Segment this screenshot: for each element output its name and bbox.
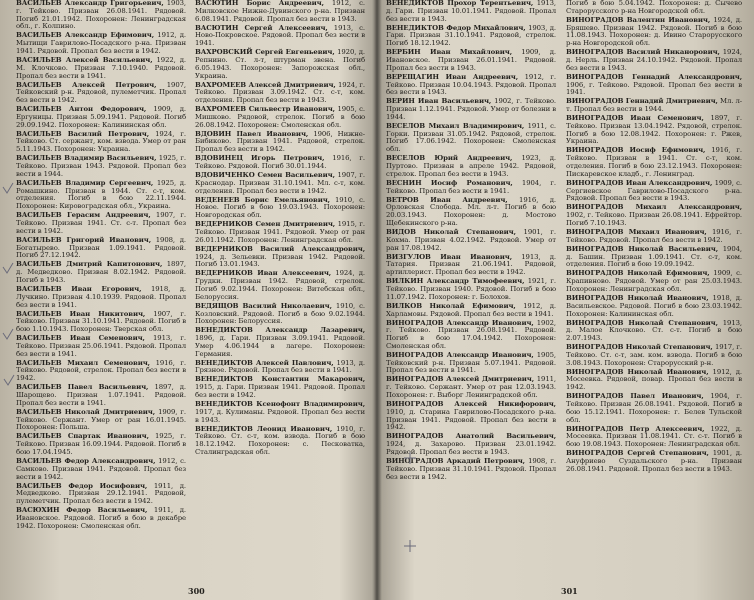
entry-details: 1907, г. Краснодар. Призван 31.10.1941. Мл. с-т, ком. отделения. Пропал без вести в 1942. (195, 171, 365, 195)
right-column-2 (566, 0, 742, 585)
memorial-entry (566, 229, 742, 245)
memorial-entry (386, 74, 556, 97)
right-page (378, 0, 754, 600)
entry-details: 1924, г. Тейково. Призван 3.09.1942. Ст. с-т, ком. отделения. Пропал без вести в 1943. (195, 80, 365, 105)
entry-name: ВАСИЛЬЕВ Спартак Иванович, (16, 432, 149, 441)
entry-name: ВИЛКИН Александр Тимофеевич, (386, 277, 525, 286)
entry-details: 1924, г. Тейково. Ст. сержант, ком. взвода. Умер от ран 5.11.1943. Похоронен: Украина. (16, 129, 186, 154)
pencil-check-mark-icon (2, 328, 14, 340)
entry-details: 1916, г. Тейково. Рядовой, стрелок. Пропал без вести в 1942. (16, 358, 186, 383)
entry-name: ВАСИЛЬЕВ Владимир Васильевич, (16, 154, 157, 163)
memorial-entry (16, 131, 186, 154)
entry-name: ВЕНЕДИКТОВ Александр Лазаревич, (195, 326, 365, 335)
entry-name: ВЕНЕДИКТОВ Прохор Терентьевич, (386, 0, 534, 7)
memorial-entry (386, 49, 556, 72)
entry-details: 1922, д. М. Клочково. Призван 7.10.1940. Рядовой. Пропал без вести в 1941. (16, 55, 186, 80)
entry-details: 1905, с. Мишково. Рядовой, стрелок. Погиб в бою 26.08.1942. Похоронен: Смоленская обл. (195, 105, 365, 129)
memorial-entry (566, 270, 742, 293)
entry-details: 1903, д. Гари. Призван 31.10.1941. Рядовой, стрелок. Погиб 18.12.1942. (386, 23, 556, 48)
entry-name: ВЕДЕРНИКОВ Иван Алексеевич, (195, 269, 332, 278)
memorial-entry (16, 507, 186, 530)
entry-name: ВИНОГРАДОВ Иван Александрович, (566, 178, 713, 187)
entry-name: ВИНОГРАДОВ Валентин Иванович, (566, 15, 711, 24)
memorial-entry (386, 303, 556, 319)
entry-details: 1913, д. Татария. Призван 21.06.1941. Рядовой, артиллерист. Пропал без вести в 1942. (386, 252, 556, 277)
entry-details: 1924, д. Захарово. Призван 23.01.1942. Рядовой. Пропал без вести в 1943. (386, 440, 556, 457)
memorial-entry (195, 82, 365, 105)
memorial-entry (566, 369, 742, 392)
entry-name: ВАСЮТИН Борис Андреевич, (195, 0, 324, 7)
entry-details: 1902, г. Тейково. Призван 1.12.1941. Рядовой. Умер от болезни в 1944. (386, 97, 556, 121)
entry-details: 1925, г. Тейково. Призван 1943. Рядовой. Пропал без вести в 1944. (16, 154, 186, 178)
memorial-entry (16, 286, 186, 309)
entry-details: 1910, г. Тейково. Ст. с-т, ком. взвода. Погиб в бою 18.12.1942. Похоронен: с. Песковатка, Сталинградская обл. (195, 424, 365, 457)
entry-name: ВАСИЛЬЕВ Алексей Петрович, (16, 80, 157, 89)
entry-name: ВИНОГРАДОВ Аркадий Петрович, (386, 457, 525, 465)
entry-name: ВАСЮТИН Сергей Алексеевич, (195, 23, 328, 32)
entry-name: ВИНОГРАДОВ Николай Иванович, (566, 293, 709, 302)
memorial-entry (16, 360, 186, 383)
memorial-entry (195, 221, 365, 244)
entry-details: 1912, г. Тейково. Призван 10.04.1943. Рядовой. Пропал без вести в 1943. (386, 72, 556, 97)
memorial-entry (386, 320, 556, 351)
entry-details: 1908, д. Богатырево. Призван 1.09.1941. Рядовой. Погиб 27.12.1942. (16, 235, 186, 260)
memorial-entry (386, 155, 556, 178)
entry-name: ВИНОГРАДОВ Алексей Никифорович, (386, 400, 556, 409)
memorial-entry (16, 212, 186, 235)
memorial-entry (566, 115, 742, 146)
memorial-entry (16, 155, 186, 178)
entry-name: ВИНОГРАДОВ Михаил Александрович, (566, 203, 742, 212)
entry-details: 1917, д. Кулиманы. Рядовой. Пропал без вести в 1943. (195, 407, 365, 424)
memorial-entry (195, 270, 365, 301)
entry-details: 1908, г. Тейково. Призван 31.10.1941. Рядовой. Пропал без вести в 1942. (386, 457, 556, 481)
memorial-entry (386, 98, 556, 121)
entry-details: 1906, г. Тейково. Рядовой. Пропал без вести в 1941. (566, 80, 742, 97)
memorial-entry (195, 172, 365, 195)
page-number-right: 301 (561, 586, 578, 596)
entry-name: ВЕСЕЛОВ Михаил Владимирович, (386, 121, 525, 130)
entry-name: ВАСИЛЬЕВ Герасим Андреевич, (16, 211, 151, 220)
memorial-entry (386, 197, 556, 228)
entry-details: 1915, г. Тейково. Призван 1941. Рядовой. Умер от ран 26.01.1942. Похоронен: Ленинградская обл. (195, 220, 365, 244)
entry-details: 1910, с. Козловский. Рядовой. Погиб в бою 9.02.1944. Похоронен: Белоруссия. (195, 301, 365, 326)
memorial-entry (386, 376, 556, 399)
entry-details: 1909, с. Крапивново. Рядовой. Умер от ран 25.03.1943. Похоронен: Ленинградская обл. (566, 269, 742, 293)
memorial-entry (195, 401, 365, 424)
entry-name: ВЕТРОВ Иван Андреевич, (386, 195, 508, 204)
entry-details: 1915, д. Гари. Призван 1941. Рядовой. Пропал без вести в 1942. (195, 383, 365, 400)
entry-name: ВИНОГРАДОВ Геннадий Александрович, (566, 72, 742, 81)
entry-details: 1916, г. Тейково. Рядовой. Погиб 30.01.1944. (195, 154, 365, 171)
entry-name: ВАСИЛЬЕВ Василий Петрович, (16, 129, 150, 138)
entry-details: 1904, д. Башин. Призван 1.09.1941. Ст. с-т, ком. отделения. Погиб в бою 19.09.1942. (566, 244, 742, 269)
memorial-entry (566, 204, 742, 227)
entry-name: ВЕДЯЩОВ Василий Николаевич, (195, 301, 332, 310)
entry-details: 1903, г. Тейково. Призван 26.08.1941. Рядовой. Погиб 21.01.1942. Похоронен: Ленинградская обл., г. Колпино. (16, 0, 186, 31)
entry-details: 1916, д. Орловская Слобода. Мл. л-т. Погиб в бою 20.03.1943. Похоронен: д. Мостово Щебекинского р-на. (386, 195, 556, 228)
pencil-check-mark-icon (2, 182, 14, 194)
pencil-check-mark-icon (3, 374, 15, 386)
entry-name: ВИНОГРАДОВ Николай Васильевич, (566, 244, 718, 253)
entry-name: ВАСИЛЬЕВ Григорий Иванович, (16, 235, 152, 244)
entry-name: ВИНОГРАДОВ Николай Иванович, (566, 367, 709, 376)
entry-name: ВАХРОМЕЕВ Алексей Дмитриевич, (195, 80, 336, 89)
entry-name: ВИЗГУЛОВ Иван Иванович, (386, 252, 512, 261)
entry-details: 1916, г. Тейково. Призван в 1941. Ст. с-т, ком. отделения. Погиб в бою 23.12.1943. Похоронен: Пискаревское кладб., г. Ленинград. (566, 146, 742, 178)
entry-name: ВИНОГРАДОВ Николай Степанович, (566, 343, 713, 352)
entry-name: ВАСИЛЬЕВ Иван Никитович, (16, 309, 146, 318)
entry-details: 1921, г. Тейково. Призван 1940. Рядовой. Погиб в бою 11.07.1942. Похоронен: г. Болохов. (386, 277, 556, 301)
memorial-entry (566, 74, 742, 97)
memorial-entry (386, 401, 556, 432)
memorial-entry (195, 131, 365, 154)
memorial-entry (566, 246, 742, 269)
entry-name: ВИНОГРАДОВ Николай Степанович, (566, 318, 718, 327)
entry-details: 1909, с. Сергиевское Гаврилово-Посадского р-на. Рядовой. Пропал без вести в 1943. (566, 178, 742, 203)
entry-name: ВИНОГРАДОВ Иван Семенович, (566, 114, 704, 123)
entry-name: ВИЛКОВ Николай Ефимович, (386, 301, 516, 310)
entry-name: ВАСИЛЬЕВ Дмитрий Капитонович, (16, 260, 163, 269)
memorial-entry (16, 82, 186, 105)
entry-details: 1910, д. Старина Гаврилово-Посадского р-на. Призван 1941. Рядовой. Пропал без вести в 1942. (386, 407, 556, 432)
entry-details: 1906, Нижне-Бибиково. Призван 1941. Рядовой, стрелок. Пропал без вести в 1942. (195, 129, 365, 154)
entry-details: 1912, с. Самково. Призван 1941. Рядовой. Пропал без вести в 1942. (16, 457, 186, 481)
entry-name: ВЕРИН Иван Васильевич, (386, 97, 492, 106)
memorial-entry (386, 180, 556, 196)
entry-name: ВАСИЛЬЕВ Александр Ефимович, (16, 31, 155, 40)
entry-name: ВИНОГРАДОВ Александр Иванович, (386, 350, 534, 359)
right-column-1 (386, 0, 556, 585)
entry-name: ВДОВИНЕЦ Игорь Петрович, (195, 154, 325, 163)
entry-details: 1922, д. Мосеевка. Призван 11.08.1941. Ст. с-т. Погиб в бою 19.08.1943. Похоронен: Ленинградская обл. (566, 424, 742, 449)
memorial-entry (16, 237, 186, 260)
entry-details: 1918, д. Лучкино. Призван 4.10.1939. Рядовой. Пропал без вести в 1941. (16, 284, 186, 309)
memorial-entry (386, 229, 556, 252)
memorial-entry (16, 433, 186, 456)
memorial-entry (386, 25, 556, 48)
pencil-cross-mark-icon (404, 540, 416, 552)
memorial-entry (386, 352, 556, 375)
memorial-entry (16, 409, 186, 432)
entry-details: 1916, г. Тейково. Рядовой. Пропал без вести в 1942. (566, 228, 742, 244)
entry-name: ВЕСНИН Иосиф Романович, (386, 178, 513, 187)
entry-details: 1913, г. Тейково. Призван 25.06.1941. Рядовой. Пропал без вести в 1941. (16, 334, 186, 358)
entry-details: 1913, д. Гари. Призван 10.01.1941. Рядовой. Пропал без вести в 1943. (386, 0, 556, 23)
pencil-cross-mark-icon (404, 452, 416, 464)
memorial-entry (195, 0, 365, 23)
memorial-entry (566, 17, 742, 48)
page-number-left: 300 (188, 586, 205, 596)
memorial-entry (195, 197, 365, 220)
entry-name: ВИНОГРАДОВ Анатолий Васильевич, (386, 432, 556, 441)
memorial-entry (386, 278, 556, 301)
memorial-entry (566, 450, 742, 473)
entry-name: ВЕНЕДИКТОВ Ксенофонт Владимирович, (195, 400, 365, 409)
memorial-entry (195, 106, 365, 129)
memorial-entry (195, 246, 365, 269)
memorial-entry (195, 327, 365, 358)
entry-details: 1917, г. Тейково. Ст. с-т, зам. ком. взвода. Погиб в бою 3.08.1943. Похоронен: Старорусский р-н. (566, 343, 742, 367)
entry-name: ВЕНЕДИКТОВ Федор Михайлович, (386, 23, 526, 32)
entry-details: 1913, д. Грязное. Рядовой. Пропал без вести в 1941. (195, 358, 365, 375)
memorial-entry (16, 180, 186, 211)
memorial-entry (195, 49, 365, 80)
entry-details: 1909, д. Ергуницы. Призван 5.09.1941. Рядовой. Погиб 29.09.1942. Похоронен: Калининская обл. (16, 105, 186, 129)
entry-name: ВАСИЛЬЕВ Иван Егорович, (16, 284, 142, 293)
entry-details: 1911, д. Ивановское. Рядовой. Погиб в бою в декабре 1942. Похоронен: Смоленская обл. (16, 506, 186, 530)
entry-name: ВДОВИН Павел Иванович, (195, 129, 309, 138)
entry-details: 1897, д. Медведково. Призван 8.02.1942. Рядовой. Погиб в 1943. (16, 260, 186, 284)
entry-details: 1904, г. Тейково. Пропал без вести в 1941. (386, 178, 556, 195)
memorial-entry (16, 106, 186, 129)
entry-name: ВДОВИЧЕНКО Семен Васильевич, (195, 171, 335, 180)
memorial-entry (16, 384, 186, 407)
entry-name: ВИНОГРАДОВ Михаил Иванович, (566, 228, 707, 236)
entry-name: ВИНОГРАДОВ Алексей Дмитриевич, (386, 375, 535, 384)
memorial-entry (566, 320, 742, 343)
memorial-entry (566, 98, 742, 114)
memorial-entry (566, 49, 742, 72)
entry-details: 1925, д. Ромашкино. Призван в 1944. Ст. с-т, ком. отделения. Погиб в бою 22.11.1944. Похоронен: Кировоградская обл., Украина. (16, 178, 186, 211)
entry-details: 1905, Тейковский р-н. Призван 5.07.1941. Рядовой. Пропал без вести в 1941. (386, 350, 556, 375)
memorial-entry (566, 344, 742, 367)
entry-name: ВЕНЕДИКТОВ Константин Макарович, (195, 375, 365, 384)
entry-details: 1918, д. Васильевское. Рядовой. Погиб в бою 23.03.1942. Похоронен: Калининская обл. (566, 293, 742, 318)
entry-name: ВЕРЕЩАГИН Иван Андреевич, (386, 72, 519, 81)
entry-details: 1924, д. Зельевки. Призван 1942. Рядовой. Погиб 13.01.1943. (195, 252, 365, 269)
memorial-entry (195, 426, 365, 457)
entry-details: 1913, с. Ново-Покровское. Рядовой. Пропал без вести в 1941. (195, 23, 365, 48)
entry-details: 1896, д. Гари. Призван 3.09.1941. Рядовой. Умер 4.06.1944 в лагере. Похоронен: Германия. (195, 334, 365, 358)
entry-details: 1911, г. Тейково. Сержант. Умер от ран 12.03.1943. Похоронен: г. Выборг Ленинградской обл. (386, 375, 556, 400)
memorial-entry (16, 483, 186, 506)
entry-details: 1909, д. Ивановское. Призван 26.01.1941. Рядовой. Пропал без вести в 1943. (386, 48, 556, 72)
entry-name: ВИНОГРАДОВ Николай Ефимович, (566, 269, 710, 278)
memorial-entry (16, 335, 186, 358)
entry-details: 1909, г. Тейково. Сержант. Умер от ран 16.01.1945. Похоронен: Польша. (16, 407, 186, 432)
entry-name: ВАСИЛЬЕВ Михаил Семенович, (16, 358, 150, 367)
entry-details: 1901, г. Кохма. Призван 4.02.1942. Рядовой. Умер от ран 17.08.1942. (386, 228, 556, 252)
memorial-entry (16, 458, 186, 481)
entry-details: 1911, д. Медведково. Призван 29.12.1941. Рядовой, пулеметчик. Пропал без вести в 1942. (16, 481, 186, 506)
left-page (0, 0, 376, 600)
entry-name: ВИНОГРАДОВ Павел Иванович, (566, 392, 704, 401)
left-column-2 (195, 0, 365, 585)
memorial-entry (195, 376, 365, 399)
entry-name: ВАСИЛЬЕВ Владимир Сергеевич, (16, 178, 154, 187)
memorial-entry (195, 360, 365, 376)
entry-details: 1925, г. Тейково. Призван 16.09.1944. Рядовой. Погиб в бою 17.04.1945. (16, 432, 186, 457)
entry-name: ВАХРОМЕЕВ Сильвестр Иванович, (195, 105, 335, 114)
entry-details: 1902, г. Тейково. Призван 26.08.1941. Рядовой. Погиб в бою 17.04.1942. Похоронен: Смоленская обл. (386, 318, 556, 350)
entry-name: ВИНОГРАДОВ Иосиф Ефимович, (566, 146, 706, 155)
entry-details: 1924, д. Грудки. Призван 1942. Рядовой, стрелок. Погиб 9.02.1944. Похоронен: Витебская обл., Белоруссия. (195, 269, 365, 301)
entry-name: ВИНОГРАДОВ Александр Иванович, (386, 318, 534, 327)
memorial-entry (566, 147, 742, 178)
entry-name: ВАСИЛЬЕВ Алексей Васильевич, (16, 55, 153, 64)
entry-details: 1913, д. Малое Клочково. Ст. с-т. Погиб в бою 2.07.1943. (566, 318, 742, 343)
entry-name: ВЕНЕДИКТОВ Алексей Павлович, (195, 358, 334, 367)
entry-details: 1924, д. Бряшево. Призван 1942. Рядовой. Погиб в бою 11.08.1943. Похоронен: д. Ивино Старорусского р-на Новгородской обл. (566, 15, 742, 48)
entry-name: ВАСИЛЬЕВ Иван Семенович, (16, 334, 145, 343)
memorial-entry (566, 180, 742, 203)
entry-name: ВАСИЛЬЕВ Федор Иосифович, (16, 481, 148, 490)
entry-details: 1901, д. Ануфриево Суздальского р-на. Призван 26.08.1941. Рядовой. Пропал без вести в 1943. (566, 449, 742, 473)
memorial-entry (16, 261, 186, 284)
memorial-entry (195, 25, 365, 48)
entry-name: ВИНОГРАДОВ Василий Никанорович, (566, 48, 720, 57)
memorial-entry (16, 0, 186, 31)
entry-name: ВЕНЕДИКТОВ Леонид Иванович, (195, 424, 333, 433)
memorial-entry (566, 426, 742, 449)
memorial-entry (566, 393, 742, 424)
entry-name: ВИНОГРАДОВ Петр Алексеевич, (566, 424, 705, 433)
entry-details: 1920, д. Репнино. Ст. л-т, штурман звена. Погиб 6.05.1943. Похоронен: Запорожская обл., Украина. (195, 48, 365, 80)
entry-name: ВАСИЛЬЕВ Федор Александрович, (16, 457, 156, 465)
entry-details: 1924, д. Нерль. Призван 24.10.1942. Рядовой. Пропал без вести в 1943. (566, 48, 742, 72)
entry-details: 1912, д. Харламовы. Рядовой. Пропал без вести в 1941. (386, 301, 556, 318)
entry-details: 1910, с. Новое. Погиб в бою 19.03.1943. Похоронен: Новгородская обл. (195, 195, 365, 220)
entry-name: ВЕДЕНЕЕВ Борис Емельянович, (195, 195, 330, 204)
entry-name: ВАСИЛЬЕВ Николай Дмитриевич, (16, 407, 156, 416)
memorial-entry (566, 295, 742, 318)
entry-details: 1897, г. Тейково. Призван 13.04.1942. Рядовой, стрелок. Погиб в бою 12.08.1942. Похоронен: г. Ржев, Украина. (566, 114, 742, 146)
entry-name: ВЕСЕЛОВ Юрий Андреевич, (386, 154, 513, 163)
memorial-entry (386, 0, 556, 23)
entry-details: 1911, с. Горки. Призван 31.05.1942. Рядовой, стрелок. Погиб 17.06.1942. Похоронен: Смоленская обл. (386, 121, 556, 154)
entry-name: ВАСЮХИН Федор Васильевич, (16, 506, 148, 515)
entry-details: Погиб в бою 5.04.1942. Похоронен: д. Сычево Старорусского р-на Новгородской обл. (566, 0, 742, 15)
entry-name: ВАСИЛЬЕВ Антон Федорович, (16, 105, 147, 114)
entry-details: 1897, д. Шарощево. Призван 1.07.1941. Рядовой. Пропал без вести в 1941. (16, 383, 186, 407)
memorial-entry (566, 0, 742, 16)
entry-details: Мл. л-т. Пропал без вести в 1944. (566, 97, 742, 114)
entry-name: ВАХРОВСКИЙ Сергей Евгеньевич, (195, 48, 335, 57)
pencil-check-mark-icon (2, 262, 14, 274)
entry-name: ВАСИЛЬЕВ Павел Васильевич, (16, 383, 149, 392)
entry-details: 1907, Тейковский р-н. Рядовой, пулеметчик. Пропал без вести в 1942. (16, 80, 186, 105)
memorial-entry (16, 57, 186, 80)
entry-name: ВИНОГРАДОВ Сергей Степанович, (566, 449, 709, 458)
entry-details: 1912, д. Мосеевка. Рядовой, повар. Пропал без вести в 1942. (566, 367, 742, 392)
entry-name: ВАСИЛЬЕВ Александр Григорьевич, (16, 0, 164, 7)
entry-details: 1912, с. Милковское Нижне-Дувинского р-на. Призван 6.08.1941. Рядовой. Пропал без вести в 1943. (195, 0, 365, 23)
memorial-entry (195, 303, 365, 326)
entry-name: ВИДОВ Николай Степанович, (386, 228, 516, 236)
entry-name: ВЕДЕРНИКОВ Семен Дмитриевич, (195, 220, 336, 229)
memorial-entry (386, 254, 556, 277)
entry-details: 1907, г. Тейково. Призван 31.10.1941. Рядовой. Погиб в бою 1.10.1943. Похоронен: Тверская обл. (16, 309, 186, 334)
entry-details: 1912, д. Мытищи Гаврилово-Посадского р-на. Призван 1941. Рядовой. Пропал без вести в 1942. (16, 31, 186, 55)
left-column-1 (16, 0, 186, 585)
entry-name: ВЕДЕРНИКОВ Василий Александрович, (195, 244, 365, 253)
entry-name: ВЕРБИН Иван Михайлович, (386, 48, 513, 57)
memorial-entry (16, 32, 186, 55)
entry-name: ВИНОГРАДОВ Геннадий Дмитриевич, (566, 97, 718, 106)
memorial-entry (16, 311, 186, 334)
entry-details: 1904, г. Тейково. Призван 26.08.1941. Рядовой. Погиб в бою 15.12.1941. Похоронен: г. Белев Тульской обл. (566, 392, 742, 424)
entry-details: 1907, г. Тейково. Призван 1941. Ст. с-т. Пропал без вести в 1942. (16, 211, 186, 235)
memorial-entry (386, 123, 556, 154)
entry-details: 1923, д. Пуртово. Призван в апреле 1942. Рядовой, стрелок. Пропал без вести в 1943. (386, 154, 556, 178)
memorial-entry (195, 155, 365, 171)
entry-details: 1902, г. Тейково. Призван 26.08.1941. Ефрейтор. Погиб 7.10.1943. (566, 211, 742, 228)
